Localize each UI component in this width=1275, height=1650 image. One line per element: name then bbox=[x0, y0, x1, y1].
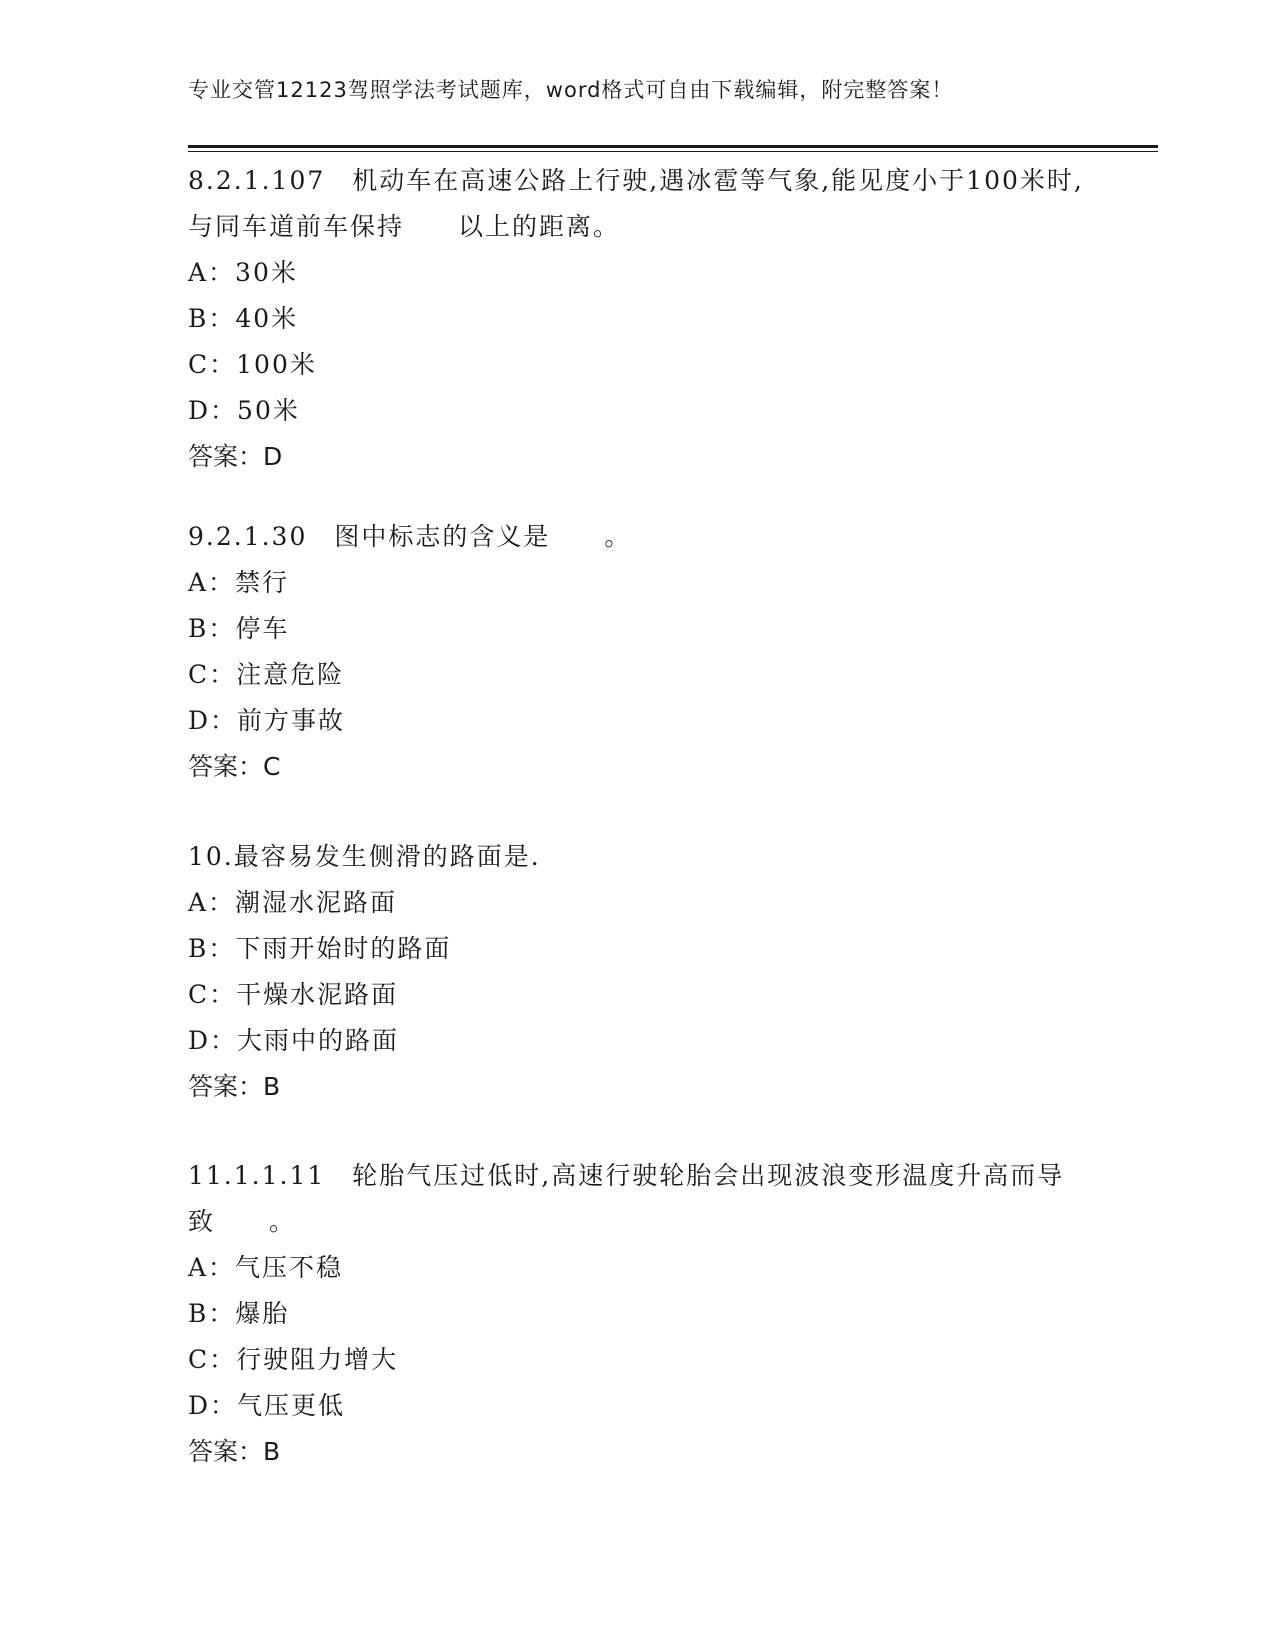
question-stem: 8.2.1.107 机动车在高速公路上行驶,遇冰雹等气象,能见度小于100米时,与同车道前车保持 以上的距离。 bbox=[188, 166, 1084, 241]
option-b: B：40米 bbox=[188, 304, 299, 333]
option-c: C：注意危险 bbox=[188, 660, 345, 689]
option-a: A：气压不稳 bbox=[188, 1253, 344, 1282]
option-a: A：禁行 bbox=[188, 568, 290, 597]
question-block bbox=[188, 1153, 1088, 1475]
option-d: D：前方事故 bbox=[188, 706, 346, 735]
page-header-text: 专业交管12123驾照学法考试题库，word格式可自由下载编辑，附完整答案！ bbox=[188, 78, 954, 102]
option-a: A：潮湿水泥路面 bbox=[188, 888, 398, 917]
question-stem: 11.1.1.11 轮胎气压过低时,高速行驶轮胎会出现波浪变形温度升高而导致 。 bbox=[188, 1161, 1065, 1236]
option-b: B：停车 bbox=[188, 614, 290, 643]
question-stem: 10.最容易发生侧滑的路面是. bbox=[188, 842, 541, 871]
option-b: B：爆胎 bbox=[188, 1299, 290, 1328]
option-c: C：干燥水泥路面 bbox=[188, 980, 399, 1009]
answer-line: 答案：B bbox=[188, 1437, 281, 1466]
answer-line: 答案：D bbox=[188, 442, 283, 471]
option-b: B：下雨开始时的路面 bbox=[188, 934, 452, 963]
option-d: D：大雨中的路面 bbox=[188, 1026, 400, 1055]
answer-line: 答案：C bbox=[188, 752, 281, 781]
option-d: D：50米 bbox=[188, 396, 300, 425]
question-block bbox=[188, 514, 1088, 790]
answer-line: 答案：B bbox=[188, 1072, 281, 1101]
question-block bbox=[188, 834, 1088, 1110]
option-c: C：行驶阻力增大 bbox=[188, 1345, 399, 1374]
option-c: C：100米 bbox=[188, 350, 317, 379]
option-d: D：气压更低 bbox=[188, 1391, 346, 1420]
question-stem: 9.2.1.30 图中标志的含义是 。 bbox=[188, 522, 632, 551]
header-rule-thin bbox=[188, 151, 1158, 152]
question-block bbox=[188, 158, 1088, 480]
header-rule-thick bbox=[188, 145, 1158, 148]
option-a: A：30米 bbox=[188, 258, 298, 287]
